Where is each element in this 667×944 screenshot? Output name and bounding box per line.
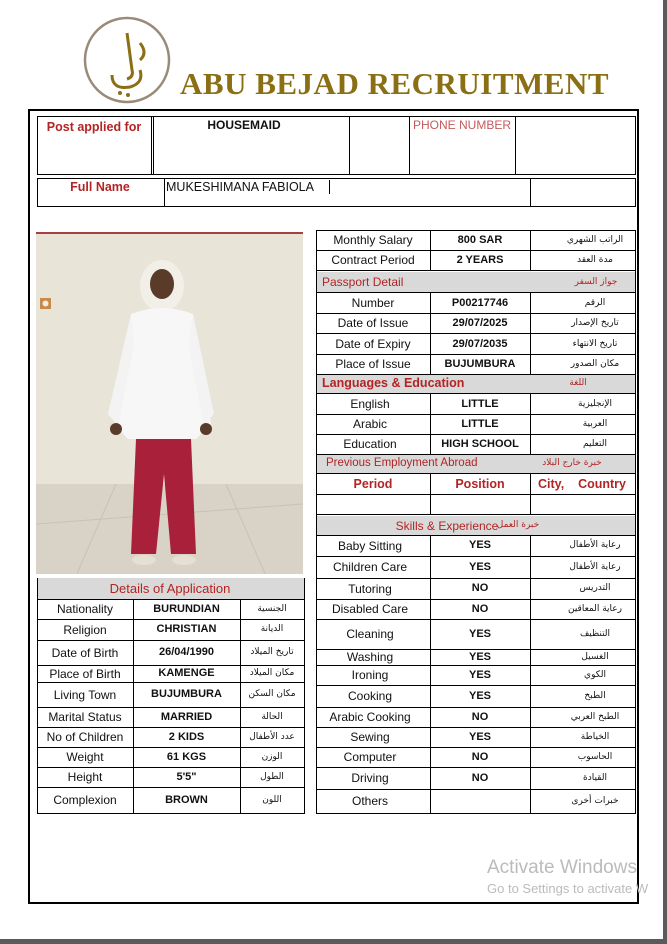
english-label: English (350, 397, 390, 411)
application-value: KAMENGE (158, 667, 215, 679)
skill-label: Ironing (351, 668, 389, 682)
passport-number-label: Number (351, 296, 395, 310)
skill-value: YES (468, 539, 491, 551)
date-of-expiry-arabic: تاريخ الانتهاء (572, 338, 618, 349)
skill-label: Baby Sitting (337, 538, 403, 553)
skill-value (432, 790, 528, 812)
activate-windows-title: Activate Windows (487, 857, 637, 878)
application-label: Living Town (53, 687, 117, 702)
application-value: 2 KIDS (168, 730, 205, 743)
passport-section-title: Passport Detail (322, 275, 404, 289)
skill-value: YES (468, 668, 491, 681)
skill-label: Sewing (350, 730, 390, 744)
arabic-language-arabic: العربية (582, 418, 608, 429)
application-arabic: مكان الميلاد (249, 668, 295, 678)
skill-label: Tutoring (348, 581, 392, 596)
skill-label: Driving (351, 771, 389, 785)
application-label: Height (67, 770, 103, 784)
skill-value: YES (468, 730, 491, 743)
window-frame-bottom (0, 939, 667, 944)
application-value: 5'5" (176, 770, 197, 783)
skill-arabic: الخياطة (580, 731, 610, 742)
monthly-salary-value: 800 SAR (457, 233, 503, 246)
skill-arabic: خبرات أخرى (571, 795, 619, 806)
skill-value: YES (468, 650, 491, 663)
arabic-language-label: Arabic (352, 417, 387, 431)
skill-value: YES (468, 689, 491, 702)
candidate-photo (36, 232, 303, 574)
application-arabic: الوزن (261, 751, 283, 762)
company-logo (82, 15, 172, 105)
passport-section-title-arabic: جواز السفر (574, 276, 618, 287)
application-arabic: الديانة (260, 624, 284, 634)
passport-number-arabic: الرقم (584, 297, 606, 308)
date-of-expiry-value: 29/07/2035 (452, 337, 508, 350)
skill-value: NO (471, 771, 489, 784)
company-name: ABU BEJAD RECRUITMENT (180, 66, 610, 101)
application-label: Place of Birth (49, 666, 121, 681)
application-label: Nationality (56, 602, 114, 616)
full-name-label: Full Name (70, 179, 130, 194)
post-applied-value: HOUSEMAID (207, 118, 281, 132)
phone-number-label: PHONE NUMBER (412, 118, 511, 132)
activate-windows-subtitle: Go to Settings to activate W (487, 881, 649, 896)
application-arabic: الحالة (261, 711, 283, 722)
education-label: Education (343, 437, 397, 451)
languages-section-title-arabic: اللغة (569, 378, 587, 388)
application-value: 26/04/1990 (158, 646, 215, 658)
skill-arabic: الطبخ (584, 690, 606, 701)
date-of-issue-value: 29/07/2025 (452, 316, 508, 329)
skill-value: NO (471, 750, 489, 763)
application-arabic: الجنسية (257, 603, 287, 614)
skill-arabic: رعاية الأطفال (569, 561, 621, 572)
skill-arabic: القيادة (583, 772, 607, 783)
skill-value: NO (471, 582, 489, 594)
skill-arabic: الطبخ العربي (570, 711, 620, 722)
contract-period-arabic: مدة العقد (577, 254, 613, 265)
skill-arabic: التدريس (579, 583, 611, 593)
skill-label: Disabled Care (331, 602, 409, 616)
skills-section-title-arabic: خبرة العمل (496, 520, 540, 530)
place-of-issue-value: BUJUMBURA (444, 357, 516, 370)
english-value: LITTLE (461, 397, 499, 410)
skill-label: Cleaning (346, 627, 394, 641)
contract-period-value: 2 YEARS (456, 253, 504, 266)
application-value: 61 KGS (166, 750, 207, 763)
passport-number-value: P00217746 (451, 296, 509, 309)
application-arabic: اللون (262, 794, 282, 805)
application-label: Complexion (53, 793, 117, 807)
skill-label: Arabic Cooking (329, 710, 411, 724)
skill-arabic: الغسيل (581, 651, 609, 662)
application-section-title: Details of Application (109, 581, 231, 596)
place-of-issue-arabic: مكان الصدور (570, 358, 620, 369)
application-value: CHRISTIAN (156, 623, 217, 635)
place-of-issue-label: Place of Issue (335, 357, 411, 371)
skill-arabic: رعاية الأطفال (569, 540, 621, 550)
phone-number-value (518, 117, 632, 133)
application-value: BURUNDIAN (153, 602, 220, 615)
education-value: HIGH SCHOOL (441, 437, 519, 450)
skill-label: Others (351, 794, 388, 808)
skill-label: Children Care (332, 560, 408, 574)
application-value: BROWN (165, 793, 208, 806)
date-of-issue-label: Date of Issue (337, 316, 409, 330)
skill-arabic: الحاسوب (577, 751, 613, 762)
application-value: BUJUMBURA (151, 688, 222, 700)
candidate-photo-illustration (36, 234, 303, 574)
employment-col-period: Period (353, 476, 393, 491)
skill-arabic: رعاية المعاقين (567, 603, 623, 614)
application-label: Marital Status (48, 710, 122, 724)
application-value: MARRIED (160, 710, 213, 723)
skill-label: Cooking (347, 689, 393, 703)
skills-row-divider (316, 813, 636, 814)
arabic-language-value: LITTLE (461, 417, 499, 430)
monthly-salary-arabic: الراتب الشهري (566, 234, 624, 245)
contract-period-label: Contract Period (331, 253, 415, 267)
employment-section-title: Previous Employment Abroad (326, 456, 478, 469)
application-label: Religion (63, 622, 107, 637)
application-row-divider (37, 813, 305, 814)
window-frame-right (663, 0, 667, 944)
application-arabic: الطول (260, 771, 284, 782)
date-of-issue-arabic: تاريخ الإصدار (571, 317, 619, 328)
skill-value: YES (468, 627, 491, 640)
application-label: No of Children (46, 730, 124, 744)
employment-col-city-country: City, Country (538, 476, 626, 491)
skill-value: YES (468, 560, 491, 573)
date-of-expiry-label: Date of Expiry (335, 337, 411, 351)
skills-section-title: Skills & Experience (395, 518, 499, 533)
languages-section-title: Languages & Education (322, 376, 465, 391)
employment-section-title-arabic: خبرة خارج البلاد (542, 458, 602, 468)
skill-value: NO (471, 710, 489, 723)
employment-col-position: Position (455, 476, 505, 491)
application-arabic: عدد الأطفال (249, 731, 295, 742)
post-applied-label: Post applied for (46, 119, 142, 134)
application-label: Weight (66, 750, 104, 764)
skill-arabic: الكوي (584, 669, 606, 680)
skill-label: Washing (346, 650, 394, 664)
skill-arabic: التنظيف (579, 628, 611, 639)
application-arabic: مكان السكن (248, 689, 296, 699)
english-arabic: الإنجليزية (578, 398, 612, 409)
monthly-salary-label: Monthly Salary (333, 233, 413, 247)
application-label: Date of Birth (51, 645, 119, 660)
education-arabic: التعليم (583, 438, 607, 449)
application-arabic: تاريخ الميلاد (250, 647, 294, 657)
skill-label: Computer (343, 750, 397, 764)
skill-value: NO (471, 602, 489, 615)
full-name-value: MUKESHIMANA FABIOLA (166, 179, 314, 194)
